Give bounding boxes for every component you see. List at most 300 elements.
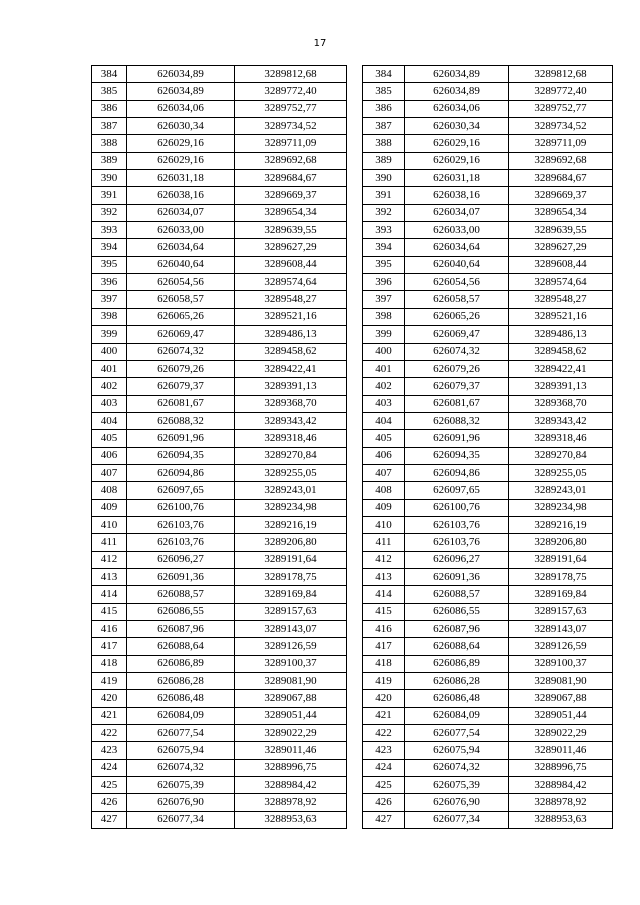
x-coordinate-cell: 626091,36 [127, 568, 235, 585]
table-row [92, 343, 347, 360]
x-coordinate-cell: 626077,34 [405, 811, 509, 828]
point-number-cell: 402 [92, 378, 127, 395]
table-row [363, 742, 613, 759]
point-number-cell: 419 [363, 673, 405, 690]
table-row [363, 725, 613, 742]
x-coordinate-cell: 626097,65 [127, 482, 235, 499]
x-coordinate-cell: 626075,39 [127, 777, 235, 794]
coordinates-table-left [91, 65, 347, 829]
page-number: 17 [313, 38, 327, 49]
table-row [92, 378, 347, 395]
y-coordinate-cell: 3289752,77 [509, 100, 613, 117]
point-number-cell: 388 [363, 135, 405, 152]
table-row [363, 621, 613, 638]
y-coordinate-cell: 3289022,29 [509, 725, 613, 742]
point-number-cell: 417 [363, 638, 405, 655]
y-coordinate-cell: 3289574,64 [235, 274, 347, 291]
y-coordinate-cell: 3289627,29 [509, 239, 613, 256]
y-coordinate-cell: 3289639,55 [509, 222, 613, 239]
x-coordinate-cell: 626088,64 [405, 638, 509, 655]
x-coordinate-cell: 626054,56 [405, 274, 509, 291]
table-row [363, 811, 613, 828]
x-coordinate-cell: 626034,89 [405, 66, 509, 83]
point-number-cell: 425 [363, 777, 405, 794]
x-coordinate-cell: 626074,32 [405, 759, 509, 776]
table-row [92, 135, 347, 152]
x-coordinate-cell: 626065,26 [127, 308, 235, 325]
point-number-cell: 397 [92, 291, 127, 308]
y-coordinate-cell: 3289143,07 [235, 621, 347, 638]
table-row [363, 135, 613, 152]
y-coordinate-cell: 3289684,67 [235, 170, 347, 187]
table-row [92, 447, 347, 464]
point-number-cell: 398 [92, 308, 127, 325]
y-coordinate-cell: 3289270,84 [235, 447, 347, 464]
point-number-cell: 409 [363, 499, 405, 516]
table-row [92, 690, 347, 707]
y-coordinate-cell: 3289734,52 [235, 118, 347, 135]
point-number-cell: 396 [363, 274, 405, 291]
x-coordinate-cell: 626033,00 [127, 222, 235, 239]
y-coordinate-cell: 3289486,13 [235, 326, 347, 343]
y-coordinate-cell: 3289318,46 [509, 430, 613, 447]
x-coordinate-cell: 626088,64 [127, 638, 235, 655]
table-row [92, 586, 347, 603]
point-number-cell: 427 [363, 811, 405, 828]
y-coordinate-cell: 3288996,75 [235, 759, 347, 776]
x-coordinate-cell: 626034,06 [405, 100, 509, 117]
y-coordinate-cell: 3288953,63 [509, 811, 613, 828]
point-number-cell: 405 [92, 430, 127, 447]
coordinates-table-right-body [363, 66, 613, 829]
point-number-cell: 404 [363, 412, 405, 429]
table-row [92, 482, 347, 499]
x-coordinate-cell: 626103,76 [127, 534, 235, 551]
y-coordinate-cell: 3289157,63 [235, 603, 347, 620]
x-coordinate-cell: 626074,32 [127, 759, 235, 776]
point-number-cell: 411 [363, 534, 405, 551]
y-coordinate-cell: 3289191,64 [235, 551, 347, 568]
point-number-cell: 398 [363, 308, 405, 325]
y-coordinate-cell: 3289178,75 [235, 568, 347, 585]
point-number-cell: 420 [363, 690, 405, 707]
point-number-cell: 395 [363, 256, 405, 273]
point-number-cell: 424 [363, 759, 405, 776]
x-coordinate-cell: 626079,26 [127, 360, 235, 377]
coordinates-table-left-body [92, 66, 347, 829]
y-coordinate-cell: 3289191,64 [509, 551, 613, 568]
table-row [92, 568, 347, 585]
y-coordinate-cell: 3289574,64 [509, 274, 613, 291]
point-number-cell: 421 [363, 707, 405, 724]
x-coordinate-cell: 626100,76 [127, 499, 235, 516]
point-number-cell: 393 [363, 222, 405, 239]
point-number-cell: 412 [363, 551, 405, 568]
table-row [92, 395, 347, 412]
table-row [363, 638, 613, 655]
y-coordinate-cell: 3288996,75 [509, 759, 613, 776]
y-coordinate-cell: 3289669,37 [235, 187, 347, 204]
point-number-cell: 393 [92, 222, 127, 239]
x-coordinate-cell: 626031,18 [405, 170, 509, 187]
point-number-cell: 400 [363, 343, 405, 360]
table-row [363, 777, 613, 794]
point-number-cell: 394 [92, 239, 127, 256]
x-coordinate-cell: 626103,76 [405, 516, 509, 533]
y-coordinate-cell: 3289143,07 [509, 621, 613, 638]
point-number-cell: 388 [92, 135, 127, 152]
y-coordinate-cell: 3289654,34 [235, 204, 347, 221]
y-coordinate-cell: 3289752,77 [235, 100, 347, 117]
x-coordinate-cell: 626030,34 [127, 118, 235, 135]
point-number-cell: 384 [363, 66, 405, 83]
x-coordinate-cell: 626086,48 [405, 690, 509, 707]
point-number-cell: 386 [363, 100, 405, 117]
table-row [363, 83, 613, 100]
table-row [363, 412, 613, 429]
x-coordinate-cell: 626079,26 [405, 360, 509, 377]
y-coordinate-cell: 3289270,84 [509, 447, 613, 464]
table-row [363, 256, 613, 273]
point-number-cell: 391 [92, 187, 127, 204]
y-coordinate-cell: 3289548,27 [509, 291, 613, 308]
x-coordinate-cell: 626029,16 [127, 135, 235, 152]
table-row [92, 534, 347, 551]
x-coordinate-cell: 626097,65 [405, 482, 509, 499]
table-row [363, 568, 613, 585]
table-row [363, 360, 613, 377]
point-number-cell: 415 [363, 603, 405, 620]
x-coordinate-cell: 626087,96 [127, 621, 235, 638]
x-coordinate-cell: 626091,96 [127, 430, 235, 447]
x-coordinate-cell: 626034,07 [127, 204, 235, 221]
table-row [363, 66, 613, 83]
point-number-cell: 397 [363, 291, 405, 308]
table-row [363, 152, 613, 169]
table-row [363, 586, 613, 603]
y-coordinate-cell: 3289608,44 [509, 256, 613, 273]
x-coordinate-cell: 626087,96 [405, 621, 509, 638]
point-number-cell: 407 [363, 464, 405, 481]
table-row [92, 274, 347, 291]
x-coordinate-cell: 626077,34 [127, 811, 235, 828]
point-number-cell: 421 [92, 707, 127, 724]
y-coordinate-cell: 3289022,29 [235, 725, 347, 742]
x-coordinate-cell: 626103,76 [127, 516, 235, 533]
table-row [92, 499, 347, 516]
point-number-cell: 408 [363, 482, 405, 499]
table-row [363, 516, 613, 533]
point-number-cell: 404 [92, 412, 127, 429]
table-row [92, 222, 347, 239]
x-coordinate-cell: 626088,32 [127, 412, 235, 429]
x-coordinate-cell: 626058,57 [405, 291, 509, 308]
x-coordinate-cell: 626034,64 [405, 239, 509, 256]
table-row [363, 430, 613, 447]
table-row [92, 308, 347, 325]
y-coordinate-cell: 3289157,63 [509, 603, 613, 620]
y-coordinate-cell: 3289711,09 [235, 135, 347, 152]
table-row [363, 239, 613, 256]
table-row [92, 118, 347, 135]
y-coordinate-cell: 3288953,63 [235, 811, 347, 828]
x-coordinate-cell: 626086,55 [127, 603, 235, 620]
table-row [363, 326, 613, 343]
y-coordinate-cell: 3289422,41 [235, 360, 347, 377]
table-row [363, 343, 613, 360]
table-row [92, 412, 347, 429]
x-coordinate-cell: 626069,47 [405, 326, 509, 343]
point-number-cell: 402 [363, 378, 405, 395]
y-coordinate-cell: 3289711,09 [509, 135, 613, 152]
table-row [92, 725, 347, 742]
x-coordinate-cell: 626034,07 [405, 204, 509, 221]
x-coordinate-cell: 626088,57 [127, 586, 235, 603]
x-coordinate-cell: 626094,86 [405, 464, 509, 481]
y-coordinate-cell: 3289521,16 [235, 308, 347, 325]
table-row [92, 777, 347, 794]
x-coordinate-cell: 626038,16 [405, 187, 509, 204]
x-coordinate-cell: 626074,32 [405, 343, 509, 360]
point-number-cell: 403 [92, 395, 127, 412]
table-row [92, 759, 347, 776]
y-coordinate-cell: 3289521,16 [509, 308, 613, 325]
x-coordinate-cell: 626094,35 [405, 447, 509, 464]
x-coordinate-cell: 626029,16 [127, 152, 235, 169]
point-number-cell: 419 [92, 673, 127, 690]
table-row [92, 638, 347, 655]
table-row [92, 430, 347, 447]
y-coordinate-cell: 3289100,37 [509, 655, 613, 672]
y-coordinate-cell: 3289067,88 [235, 690, 347, 707]
point-number-cell: 392 [92, 204, 127, 221]
x-coordinate-cell: 626058,57 [127, 291, 235, 308]
point-number-cell: 392 [363, 204, 405, 221]
y-coordinate-cell: 3289772,40 [235, 83, 347, 100]
y-coordinate-cell: 3289234,98 [509, 499, 613, 516]
x-coordinate-cell: 626081,67 [127, 395, 235, 412]
x-coordinate-cell: 626091,96 [405, 430, 509, 447]
table-row [363, 378, 613, 395]
table-row [92, 516, 347, 533]
y-coordinate-cell: 3289548,27 [235, 291, 347, 308]
y-coordinate-cell: 3289216,19 [235, 516, 347, 533]
point-number-cell: 406 [363, 447, 405, 464]
point-number-cell: 401 [363, 360, 405, 377]
y-coordinate-cell: 3289051,44 [509, 707, 613, 724]
x-coordinate-cell: 626034,89 [405, 83, 509, 100]
y-coordinate-cell: 3289391,13 [509, 378, 613, 395]
point-number-cell: 387 [92, 118, 127, 135]
table-row [92, 621, 347, 638]
point-number-cell: 384 [92, 66, 127, 83]
x-coordinate-cell: 626091,36 [405, 568, 509, 585]
table-row [92, 204, 347, 221]
table-row [363, 534, 613, 551]
point-number-cell: 407 [92, 464, 127, 481]
x-coordinate-cell: 626075,39 [405, 777, 509, 794]
point-number-cell: 409 [92, 499, 127, 516]
point-number-cell: 403 [363, 395, 405, 412]
point-number-cell: 399 [92, 326, 127, 343]
x-coordinate-cell: 626096,27 [405, 551, 509, 568]
y-coordinate-cell: 3289812,68 [235, 66, 347, 83]
y-coordinate-cell: 3289126,59 [235, 638, 347, 655]
y-coordinate-cell: 3289081,90 [235, 673, 347, 690]
table-row [363, 170, 613, 187]
point-number-cell: 414 [92, 586, 127, 603]
table-row [92, 742, 347, 759]
table-row [92, 152, 347, 169]
x-coordinate-cell: 626034,64 [127, 239, 235, 256]
x-coordinate-cell: 626081,67 [405, 395, 509, 412]
y-coordinate-cell: 3289216,19 [509, 516, 613, 533]
table-row [363, 707, 613, 724]
point-number-cell: 417 [92, 638, 127, 655]
y-coordinate-cell: 3289458,62 [509, 343, 613, 360]
point-number-cell: 390 [92, 170, 127, 187]
y-coordinate-cell: 3289692,68 [235, 152, 347, 169]
table-row [363, 447, 613, 464]
point-number-cell: 394 [363, 239, 405, 256]
point-number-cell: 389 [92, 152, 127, 169]
x-coordinate-cell: 626065,26 [405, 308, 509, 325]
table-row [92, 811, 347, 828]
x-coordinate-cell: 626086,28 [127, 673, 235, 690]
point-number-cell: 413 [92, 568, 127, 585]
y-coordinate-cell: 3289734,52 [509, 118, 613, 135]
table-row [92, 707, 347, 724]
point-number-cell: 418 [363, 655, 405, 672]
x-coordinate-cell: 626076,90 [127, 794, 235, 811]
point-number-cell: 386 [92, 100, 127, 117]
y-coordinate-cell: 3289368,70 [509, 395, 613, 412]
y-coordinate-cell: 3289011,46 [235, 742, 347, 759]
point-number-cell: 406 [92, 447, 127, 464]
table-row [92, 291, 347, 308]
y-coordinate-cell: 3289343,42 [509, 412, 613, 429]
x-coordinate-cell: 626100,76 [405, 499, 509, 516]
table-row [92, 83, 347, 100]
y-coordinate-cell: 3289458,62 [235, 343, 347, 360]
point-number-cell: 410 [92, 516, 127, 533]
table-row [363, 100, 613, 117]
coordinate-tables [91, 65, 613, 829]
point-number-cell: 427 [92, 811, 127, 828]
table-row [92, 464, 347, 481]
point-number-cell: 391 [363, 187, 405, 204]
y-coordinate-cell: 3289255,05 [509, 464, 613, 481]
x-coordinate-cell: 626034,89 [127, 83, 235, 100]
y-coordinate-cell: 3289486,13 [509, 326, 613, 343]
table-row [92, 673, 347, 690]
x-coordinate-cell: 626086,48 [127, 690, 235, 707]
table-row [92, 66, 347, 83]
y-coordinate-cell: 3289669,37 [509, 187, 613, 204]
table-row [92, 603, 347, 620]
y-coordinate-cell: 3289812,68 [509, 66, 613, 83]
point-number-cell: 399 [363, 326, 405, 343]
point-number-cell: 389 [363, 152, 405, 169]
point-number-cell: 413 [363, 568, 405, 585]
point-number-cell: 415 [92, 603, 127, 620]
y-coordinate-cell: 3289608,44 [235, 256, 347, 273]
x-coordinate-cell: 626079,37 [127, 378, 235, 395]
table-row [363, 204, 613, 221]
point-number-cell: 396 [92, 274, 127, 291]
point-number-cell: 401 [92, 360, 127, 377]
x-coordinate-cell: 626029,16 [405, 135, 509, 152]
point-number-cell: 390 [363, 170, 405, 187]
table-row [92, 360, 347, 377]
y-coordinate-cell: 3289051,44 [235, 707, 347, 724]
point-number-cell: 385 [92, 83, 127, 100]
y-coordinate-cell: 3289255,05 [235, 464, 347, 481]
x-coordinate-cell: 626040,64 [127, 256, 235, 273]
y-coordinate-cell: 3288984,42 [235, 777, 347, 794]
x-coordinate-cell: 626077,54 [405, 725, 509, 742]
table-row [363, 673, 613, 690]
point-number-cell: 410 [363, 516, 405, 533]
x-coordinate-cell: 626088,57 [405, 586, 509, 603]
point-number-cell: 426 [92, 794, 127, 811]
y-coordinate-cell: 3289654,34 [509, 204, 613, 221]
table-row [363, 464, 613, 481]
y-coordinate-cell: 3289391,13 [235, 378, 347, 395]
x-coordinate-cell: 626077,54 [127, 725, 235, 742]
y-coordinate-cell: 3289318,46 [235, 430, 347, 447]
table-row [92, 655, 347, 672]
x-coordinate-cell: 626086,89 [405, 655, 509, 672]
y-coordinate-cell: 3289206,80 [509, 534, 613, 551]
y-coordinate-cell: 3289772,40 [509, 83, 613, 100]
point-number-cell: 422 [363, 725, 405, 742]
table-row [92, 794, 347, 811]
coordinates-table-right [362, 65, 613, 829]
x-coordinate-cell: 626074,32 [127, 343, 235, 360]
table-row [92, 187, 347, 204]
x-coordinate-cell: 626034,06 [127, 100, 235, 117]
x-coordinate-cell: 626086,55 [405, 603, 509, 620]
table-row [92, 256, 347, 273]
y-coordinate-cell: 3289692,68 [509, 152, 613, 169]
x-coordinate-cell: 626040,64 [405, 256, 509, 273]
x-coordinate-cell: 626069,47 [127, 326, 235, 343]
x-coordinate-cell: 626086,89 [127, 655, 235, 672]
x-coordinate-cell: 626075,94 [405, 742, 509, 759]
y-coordinate-cell: 3289100,37 [235, 655, 347, 672]
x-coordinate-cell: 626084,09 [405, 707, 509, 724]
table-row [363, 118, 613, 135]
y-coordinate-cell: 3289169,84 [235, 586, 347, 603]
y-coordinate-cell: 3289627,29 [235, 239, 347, 256]
point-number-cell: 416 [363, 621, 405, 638]
table-row [92, 326, 347, 343]
y-coordinate-cell: 3289243,01 [235, 482, 347, 499]
y-coordinate-cell: 3288978,92 [235, 794, 347, 811]
x-coordinate-cell: 626038,16 [127, 187, 235, 204]
x-coordinate-cell: 626031,18 [127, 170, 235, 187]
point-number-cell: 416 [92, 621, 127, 638]
x-coordinate-cell: 626079,37 [405, 378, 509, 395]
y-coordinate-cell: 3289178,75 [509, 568, 613, 585]
point-number-cell: 425 [92, 777, 127, 794]
x-coordinate-cell: 626075,94 [127, 742, 235, 759]
y-coordinate-cell: 3289081,90 [509, 673, 613, 690]
point-number-cell: 423 [92, 742, 127, 759]
table-row [363, 603, 613, 620]
y-coordinate-cell: 3289011,46 [509, 742, 613, 759]
